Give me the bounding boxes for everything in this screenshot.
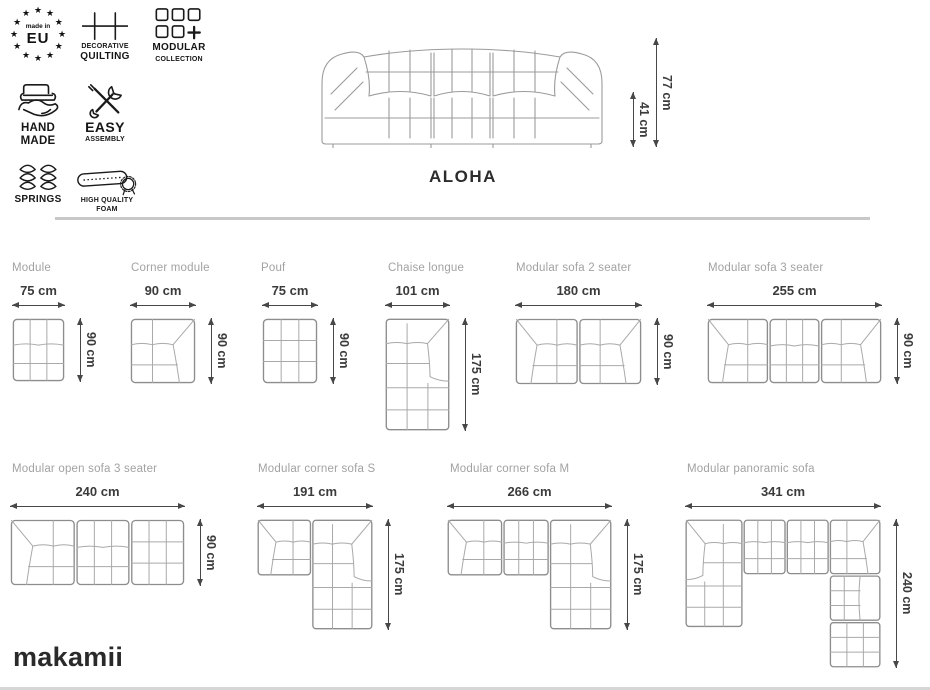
- height-label: 90 cm: [661, 333, 675, 370]
- width-label: 180 cm: [556, 283, 601, 298]
- height-label: 175 cm: [392, 553, 406, 596]
- sofa-2-seater-top-view: [515, 318, 642, 385]
- badge-line: MODULAR: [152, 42, 206, 53]
- modular-collection-icon: [154, 8, 204, 42]
- height-label: 90 cm: [204, 534, 218, 571]
- badge-line: ASSEMBLY: [85, 136, 125, 144]
- quilting-icon: [82, 12, 128, 42]
- card-title: Modular corner sofa M: [450, 463, 570, 475]
- width-label: 266 cm: [507, 484, 552, 499]
- width-arrow: [12, 305, 65, 306]
- product-name: ALOHA: [429, 167, 497, 186]
- corner-module-top-view: [130, 318, 196, 384]
- badge-line: HIGH QUALITY: [80, 197, 134, 204]
- width-arrow: [10, 506, 185, 507]
- height-arrow: [465, 318, 466, 431]
- badge-line: QUILTING: [80, 51, 130, 63]
- seat-height-label: 41 cm: [637, 101, 651, 138]
- height-arrow: [200, 519, 201, 586]
- width-label: 101 cm: [395, 283, 440, 298]
- sofa-front-illustration: [309, 34, 615, 148]
- width-arrow: [385, 305, 450, 306]
- card-title: Module: [12, 262, 51, 274]
- width-label: 75 cm: [271, 283, 309, 298]
- height-label: 240 cm: [900, 572, 914, 615]
- eu-label: EU: [26, 30, 50, 47]
- height-label: 90 cm: [84, 332, 98, 368]
- decorative-quilting-badge: [76, 12, 134, 64]
- badge-line: EASY: [85, 119, 125, 135]
- made-in-eu-badge: [8, 6, 68, 64]
- width-arrow: [707, 305, 882, 306]
- height-arrow: [211, 318, 212, 384]
- open-sofa-3-seater-top-view: [10, 519, 185, 586]
- springs-badge: [12, 162, 64, 207]
- width-label: 255 cm: [772, 283, 817, 298]
- height-arrow: [897, 318, 898, 384]
- card-title: Corner module: [131, 262, 210, 274]
- height-arrow: [896, 519, 897, 668]
- card-title: Modular sofa 2 seater: [516, 262, 632, 274]
- badge-line: SPRINGS: [14, 194, 62, 205]
- modular-collection-badge: [148, 8, 210, 64]
- width-label: 90 cm: [144, 283, 182, 298]
- seat-height-arrow: [633, 92, 634, 147]
- badge-line: FOAM: [96, 206, 118, 214]
- high-quality-foam-badge: [72, 164, 142, 214]
- made-in-label: made in: [25, 23, 51, 30]
- height-arrow: [333, 318, 334, 384]
- width-arrow: [515, 305, 642, 306]
- badge-line: MADE: [20, 135, 56, 148]
- foam-icon: [74, 164, 140, 196]
- width-label: 191 cm: [292, 484, 338, 499]
- badge-line: HAND: [20, 122, 56, 134]
- width-arrow: [262, 305, 318, 306]
- pouf-top-view: [262, 318, 318, 384]
- hand-made-icon: [15, 80, 61, 122]
- hand-made-badge: [12, 80, 64, 148]
- card-title: Chaise longue: [388, 262, 465, 274]
- height-arrow: [80, 318, 81, 382]
- easy-assembly-badge: [76, 82, 134, 144]
- width-label: 75 cm: [20, 283, 57, 298]
- height-label: 90 cm: [901, 333, 915, 369]
- eu-stars-icon: ★ ★ ★ ★ ★ ★ ★ ★ ★ ★ ★ ★: [9, 6, 67, 64]
- card-title: Modular sofa 3 seater: [708, 262, 824, 274]
- height-arrow: [627, 519, 628, 630]
- height-label: 175 cm: [631, 553, 645, 596]
- chaise-longue-top-view: [385, 318, 450, 431]
- sofa-3-seater-top-view: [707, 318, 882, 384]
- width-arrow: [447, 506, 612, 507]
- height-arrow: [657, 318, 658, 385]
- panoramic-sofa-top-view: [685, 519, 881, 668]
- height-label: 90 cm: [215, 333, 229, 369]
- card-title: Modular open sofa 3 seater: [12, 463, 158, 475]
- card-title: Pouf: [261, 262, 286, 274]
- height-label: 175 cm: [469, 353, 483, 396]
- total-height-label: 77 cm: [660, 74, 674, 111]
- card-title: Modular panoramic sofa: [687, 463, 815, 475]
- width-arrow: [130, 305, 196, 306]
- card-title: Modular corner sofa S: [258, 463, 376, 475]
- badge-line: COLLECTION: [155, 55, 203, 63]
- height-label: 90 cm: [337, 333, 351, 369]
- springs-icon: [17, 162, 59, 194]
- corner-sofa-m-top-view: [447, 519, 612, 630]
- easy-assembly-icon: [86, 82, 124, 120]
- module-top-view: [12, 318, 65, 382]
- brand-logo: makamii: [13, 642, 124, 672]
- width-label: 341 cm: [760, 484, 806, 499]
- width-arrow: [685, 506, 881, 507]
- section-divider: [55, 217, 870, 220]
- badge-line: DECORATIVE: [81, 43, 129, 50]
- total-height-arrow: [656, 38, 657, 147]
- width-arrow: [257, 506, 373, 507]
- corner-sofa-s-top-view: [257, 519, 373, 630]
- height-arrow: [388, 519, 389, 630]
- width-label: 240 cm: [75, 484, 120, 499]
